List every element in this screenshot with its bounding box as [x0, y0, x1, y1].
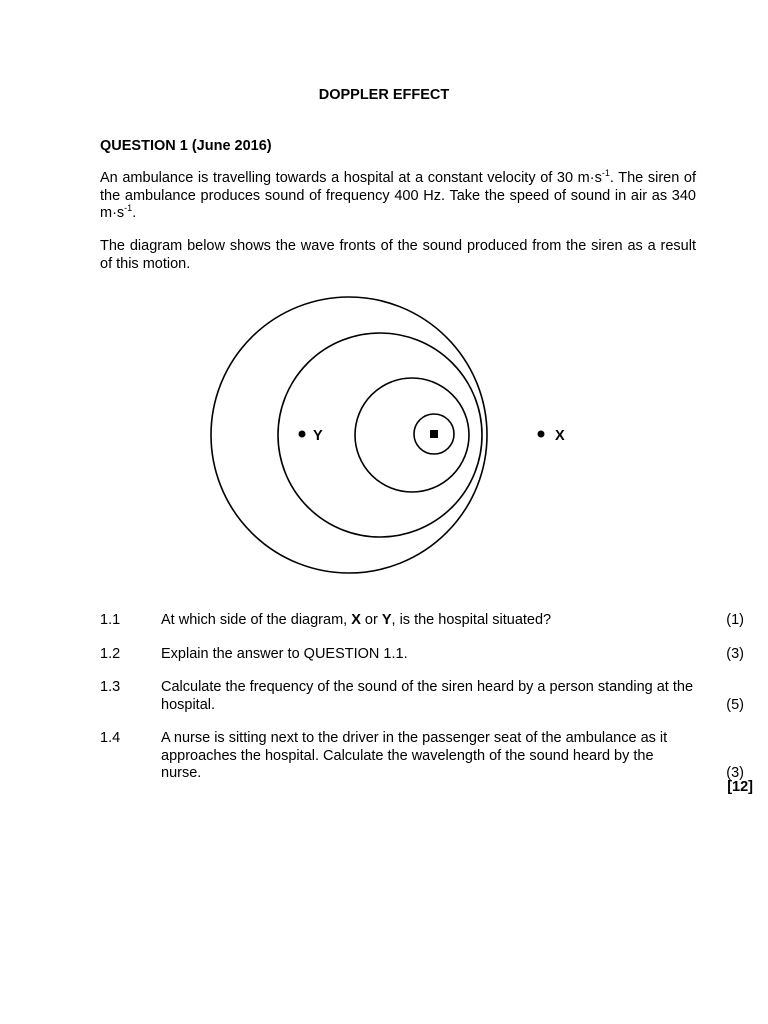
question-text: A nurse is sitting next to the driver in the passenger seat of the ambulance as it approaches the hospital. Calculate the wavelength of the sound heard by the nurse. [161, 730, 668, 781]
label-y: Y [313, 428, 323, 444]
question-number: 1.1 [100, 612, 121, 628]
wavefront-3 [355, 378, 469, 492]
question-text [161, 612, 697, 630]
point-y-dot [299, 431, 306, 438]
intro-paragraph-2: The diagram below shows the wave fronts of the sound produced from the siren as a result of this motion. [100, 238, 696, 272]
intro-text-c: . [132, 205, 137, 221]
question-number: 1.2 [100, 646, 121, 662]
point-x-dot [538, 431, 545, 438]
intro-text-a: An ambulance is travelling towards a hospital at a constant velocity of 30 m·s [100, 170, 602, 186]
page-title: DOPPLER EFFECT [318, 87, 450, 103]
question-number: 1.4 [100, 730, 121, 746]
total-marks: [12] [727, 779, 753, 795]
question-text: Calculate the frequency of the sound of the siren heard by a person standing at the hospital. [161, 679, 694, 713]
question-text: Explain the answer to QUESTION 1.1. [161, 646, 408, 662]
option-x: X [351, 612, 361, 628]
wavefront-2 [278, 333, 482, 537]
question-marks: (1) [726, 612, 744, 628]
ambulance-source [430, 430, 438, 438]
question-marks: (3) [726, 765, 744, 781]
option-y: Y [381, 612, 392, 628]
question-text-part: , is the hospital situated? [391, 612, 552, 628]
question-text-part: or [360, 612, 382, 628]
unit-exponent-2: -1 [124, 203, 133, 213]
label-x: X [555, 428, 565, 444]
question-heading: QUESTION 1 (June 2016) [100, 138, 272, 154]
question-text-part: At which side of the diagram, [161, 612, 352, 628]
intro-paragraph-1 [100, 170, 696, 223]
intro-text-b: . The siren of the ambulance produces sound of frequency 400 Hz. Take the speed of sound in air as 340 m·s [100, 170, 696, 221]
question-marks: (3) [726, 646, 744, 662]
doppler-wavefront-diagram [0, 290, 768, 590]
question-number: 1.3 [100, 679, 121, 695]
question-marks: (5) [726, 696, 744, 713]
unit-exponent-1: -1 [601, 168, 610, 178]
